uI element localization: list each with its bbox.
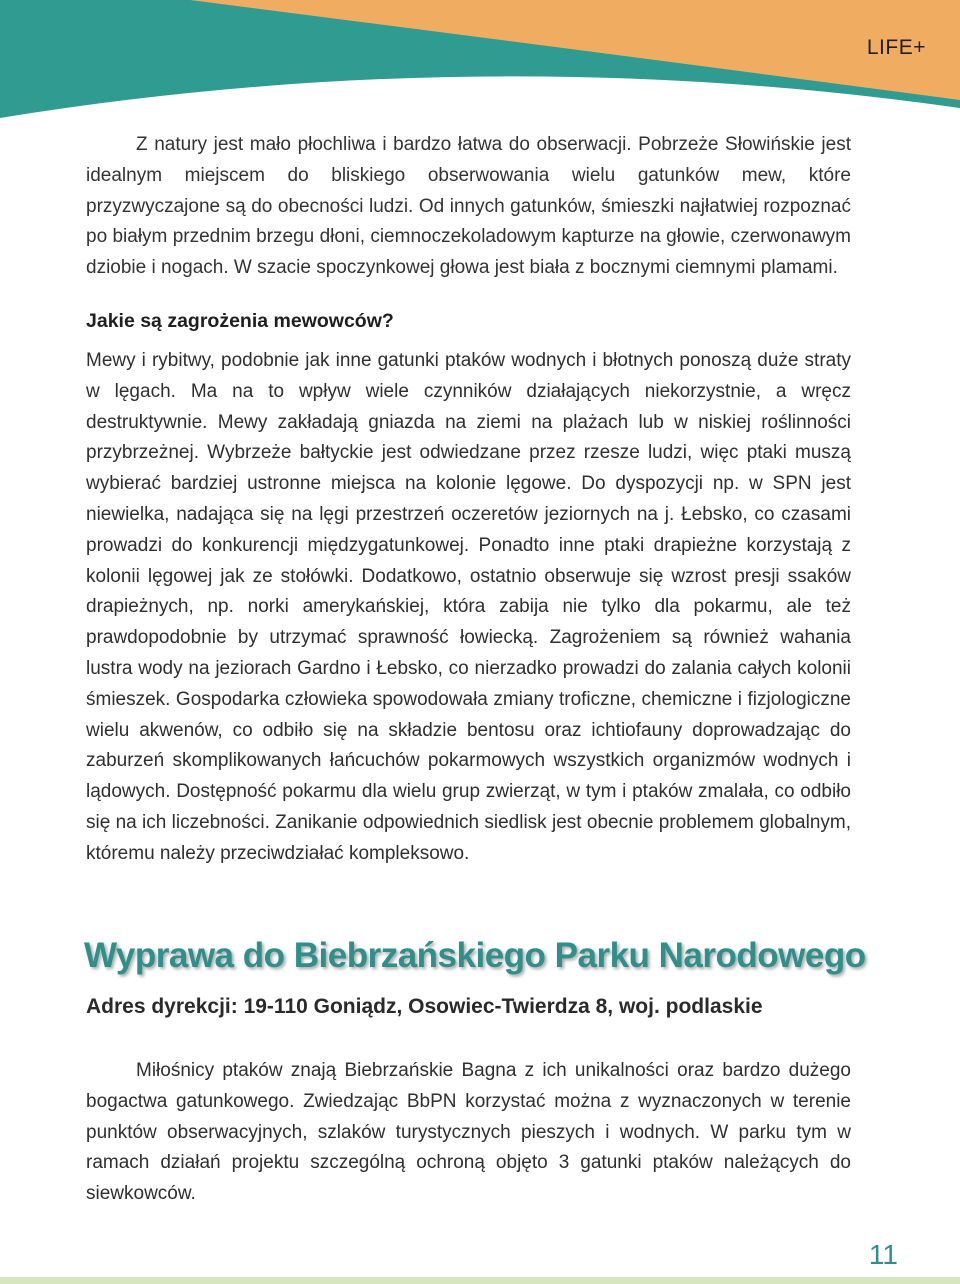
header-banner <box>0 0 960 120</box>
section-title: Wyprawa do Biebrzańskiego Parku Narodowego <box>84 936 866 975</box>
header-label: LIFE+ <box>866 36 926 59</box>
page-number: 11 <box>868 1239 898 1270</box>
footer-line <box>0 1277 960 1284</box>
threats-paragraph: Mewy i rybitwy, podobnie jak inne gatunki ptaków wodnych i błotnych ponoszą duże straty w lęgach. Ma na to wpływ wiele czynników działających niekorzystnie, a wręcz destruktywnie. Mewy zakładają gniazda na ziemi na plażach lub w niskiej roślinności przybrzeżnej. Wybrzeże bałtyckie jest odwiedzane przez rzesze ludzi, więc ptaki muszą wybierać bardziej ustronne miejsca na kolonie lęgowe. Do dyspozycji np. w SPN jest niewielka, nadająca się na lęgi przestrzeń oczeretów jeziornych na j. Łebsko, co czasami prowadzi do konkurencji międzygatunkowej. Ponadto inne ptaki drapieżne korzystają z kolonii lęgowej jak ze stołówki. Dodatkowo, ostatnio obserwuje się wzrost presji ssaków drapieżnych, np. norki amerykańskiej, która zabija nie tylko dla pokarmu, ale też prawdopodobnie by utrzymać sprawność łowiecką. Zagrożeniem są również wahania lustra wody na jeziorach Gardno i Łebsko, co nierzadko prowadzi do zalania całych kolonii śmieszek. Gospodarka człowieka spowodowała zmiany troficzne, chemiczne i fizjologiczne wielu akwenów, co odbiło się na składzie bentosu oraz ichtiofauny doprowadzając do zaburzeń skomplikowanych łańcuchów pokarmowych wszystkich organizmów wodnych i lądowych. Dostępność pokarmu dla wielu grup zwierząt, w tym i ptaków zmalała, co odbiło się na ich liczebności. Zanikanie odpowiednich siedlisk jest obecnie problemem globalnym, któremu należy przeciwdziałać kompleksowo. <box>86 350 851 864</box>
threats-heading: Jakie są zagrożenia mewowców? <box>86 310 394 332</box>
intro-paragraph: Z natury jest mało płochliwa i bardzo łatwa do obserwacji. Pobrzeże Słowińskie jest idealnym miejscem do bliskiego obserwowania wielu gatunków mew, które przyzwyczajone są do obecności ludzi. Od innych gatunków, śmieszki najłatwiej rozpoznać po białym przednim brzegu dłoni, ciemnoczekoladowym kapturze na głowie, czerwonawym dziobie i nogach. W szacie spoczynkowej głowa jest biała z bocznymi ciemnymi plamami. <box>86 134 851 279</box>
biebrza-paragraph: Miłośnicy ptaków znają Biebrzańskie Bagna z ich unikalności oraz bardzo dużego bogactwa gatunkowego. Zwiedzając BbPN korzystać można z wyznaczonych w terenie punktów obserwacyjnych, szlaków turystycznych pieszych i wodnych. W parku tym w ramach działań projektu szczególną ochroną objęto 3 gatunki ptaków należących do siewkowców. <box>86 1060 851 1205</box>
address-line: Adres dyrekcji: 19-110 Goniądz, Osowiec-Twierdza 8, woj. podlaskie <box>86 995 763 1018</box>
